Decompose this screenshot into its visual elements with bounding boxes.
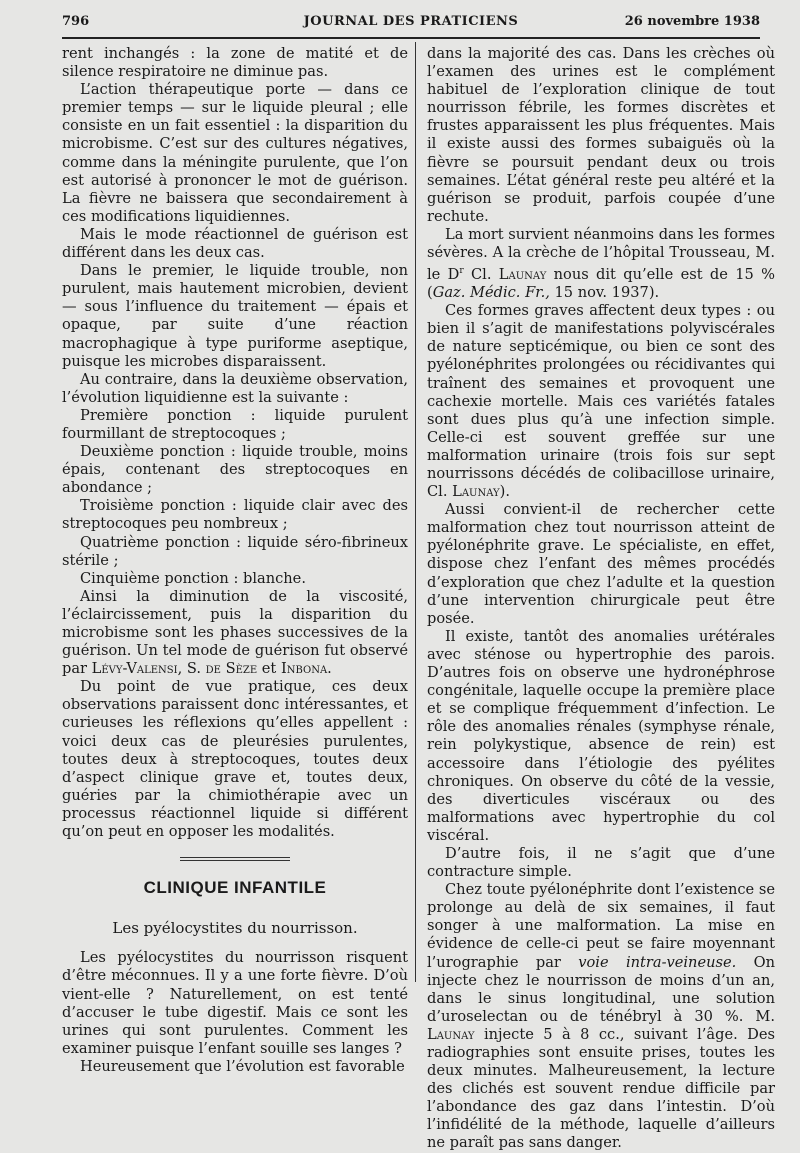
paragraph [427,302,775,501]
paragraph: Mais le mode réactionnel de guérison est différent dans les deux cas. [62,225,408,262]
text-run: nous dit qu’elle est de 15 % ( [427,265,775,302]
author-name: Launay [452,483,500,501]
text-run: 15 nov. 1937). [549,284,660,302]
section-divider [180,857,290,861]
paragraph: dans la majorité des cas. Dans les crèches où l’examen des urines est le complément habituel de l’exploration clinique de tout nourrisson fébrile, les formes discrètes et frustes apparaissent les plus fréquentes. Mais il existe aussi des formes subaiguës où la fièvre se poursuit pendant deux ou trois semaines. L’état général reste peu altéré et la guérison se produit, parfois coupée d’une rechute. [427,45,775,225]
text-run: Cl. [463,265,499,283]
paragraph: D’autre fois, il ne s’agit que d’une contracture simple. [427,844,775,881]
column-divider [415,42,416,982]
page-number: 796 [62,14,90,29]
paragraph [62,588,408,678]
paragraph: Heureusement que l’évolution est favorable [80,1057,405,1075]
paragraph: Il existe, tantôt des anomalies urétérales avec sténose ou hypertrophie des parois. D’autres fois on observe une hydronéphrose congénitale, laquelle occupe la première place et se complique fréquemment d’infection. Le rôle des anomalies rénales (symphyse rénale, rein polykystique, absence de rein) est accessoire dans l’étiologie des pyélites chroniques. On observe du côté de la vessie, des diverticules viscéraux ou des malformations avec hypertrophie du col viscéral. [427,627,775,844]
paragraph-text: Ainsi la diminution de la viscosité, l’éclaircissement, puis la disparition du microbisme sont les phases successives de la guérison. Un tel mode de guérison fut observé par [62,587,408,678]
text-run: Chez toute pyélonéphrite dont l’existence se prolonge au delà de six semaines, il faut songer à une malformation. La mise en évidence de celle-ci peut se faire moyennant l’urographie par [427,881,775,971]
paragraph: Quatrième ponction : liquide séro-fibrineux stérile ; [62,533,408,569]
journal-citation: Gaz. Médic. Fr., [432,284,550,302]
header-rule [62,37,760,39]
author-name: Launay [498,265,547,283]
running-header [62,14,760,36]
author-name: Inbona. [280,660,332,678]
right-column [427,45,775,1153]
conjunction: et [261,660,277,678]
italic-term: voie intra-veineuse. [578,953,737,971]
paragraph: rent inchangés : la zone de matité et de silence respiratoire ne diminue pas. [62,45,408,81]
journal-title: JOURNAL DES PRATICIENS [303,14,519,29]
paragraph: Aussi convient-il de rechercher cette malformation chez tout nourrisson atteint de pyélonéphrite grave. Le spécialiste, en effet, dispose chez l’enfant des mêmes procédés d’exploration que chez l’adulte et la question d’une intervention chirurgicale peut être posée. [427,501,775,627]
paragraph: Première ponction : liquide purulent fourmillant de streptocoques ; [62,406,408,442]
paragraph: Au contraire, dans la deuxième observation, l’évolution liquidienne est la suivante : [62,370,408,406]
superscript: r [459,266,464,277]
article-title: Les pyélocystites du nourrisson. [112,919,358,938]
paragraph: Dans le premier, le liquide trouble, non purulent, mais hautement microbien, devient — sous l’influence du traitement — épais et opaque, par suite d’une réaction macrophagique à type puriforme aseptique, puisque les microbes disparaissent. [62,262,408,370]
author-names: Lévy-Valensi, S. de Sèze [91,660,258,678]
author-name: Launay [427,1025,475,1043]
left-column [62,45,408,1076]
paragraph: Troisième ponction : liquide clair avec des streptocoques peu nombreux ; [62,497,408,533]
section-title: CLINIQUE INFANTILE [143,878,327,898]
paragraph: Cinquième ponction : blanche. [80,569,306,587]
paragraph: Deuxième ponction : liquide trouble, moins épais, contenant des streptocoques en abondance ; [62,443,408,497]
issue-date: 26 novembre 1938 [624,14,760,29]
paragraph [427,226,775,302]
text-run: Ces formes graves affectent deux types : ou bien il s’agit de manifestations polyviscérales de nature septicémique, ou bien ce sont des pyélonéphrites prolongées ou récidivantes qui traînent des semaines et provoquent une cachexie mortelle. Mais ces variétés fatales sont dues plus qu’à une infection simple. Celle-ci est souvent greffée sur une malformation urinaire (trois fois sur sept nourrissons décédés de colibacillose urinaire, Cl. [427,302,775,501]
paragraph: Les pyélocystites du nourrisson risquent d’être méconnues. Il y a une forte fièvre. D’où vient-elle ? Naturellement, on est tenté d’accuser le tube digestif. Mais ce sont les urines qui sont purulentes. Comment les examiner puisque l’enfant souille ses langes ? [62,949,408,1057]
text-run: La mort survient néanmoins dans les formes sévères. A la crèche de l’hôpital Trousseau, M. le D [427,225,775,283]
paragraph: L’action thérapeutique porte — dans ce premier temps — sur le liquide pleural ; elle consiste en un fait essentiel : la disparition du microbisme. C’est sur des cultures négatives, comme dans la méningite purulente, que l’on est autorisé à prononcer le mot de guérison. La fièvre ne baissera que secondairement à ces modifications liquidiennes. [62,81,408,225]
paragraph: Du point de vue pratique, ces deux observations paraissent donc intéressantes, et curieuses les réflexions qu’elles appellent : voici deux cas de pleurésies purulentes, toutes deux à streptocoques, toutes deux d’aspect clinique grave et, toutes deux, guéries par la chimiothérapie avec un processus réactionnel liquide si différent qu’on peut en opposer les modalités. [62,678,408,841]
text-run: On injecte chez le nourrisson de moins d’un an, dans le sinus longitudinal, une solution d’uroselectan ou de ténébryl à 30 %. M. [427,953,775,1025]
paragraph [427,881,775,1152]
text-run: ). [499,483,510,501]
text-run: injecte 5 à 8 cc., suivant l’âge. Des radiographies sont ensuite prises, toutes les deux minutes. Malheureusement, la lecture des clichés est souvent rendue difficile par l’abondance des gaz dans l’intestin. D’où l’infidélité de la méthode, laquelle d’ailleurs ne paraît pas sans danger. [427,1025,775,1152]
